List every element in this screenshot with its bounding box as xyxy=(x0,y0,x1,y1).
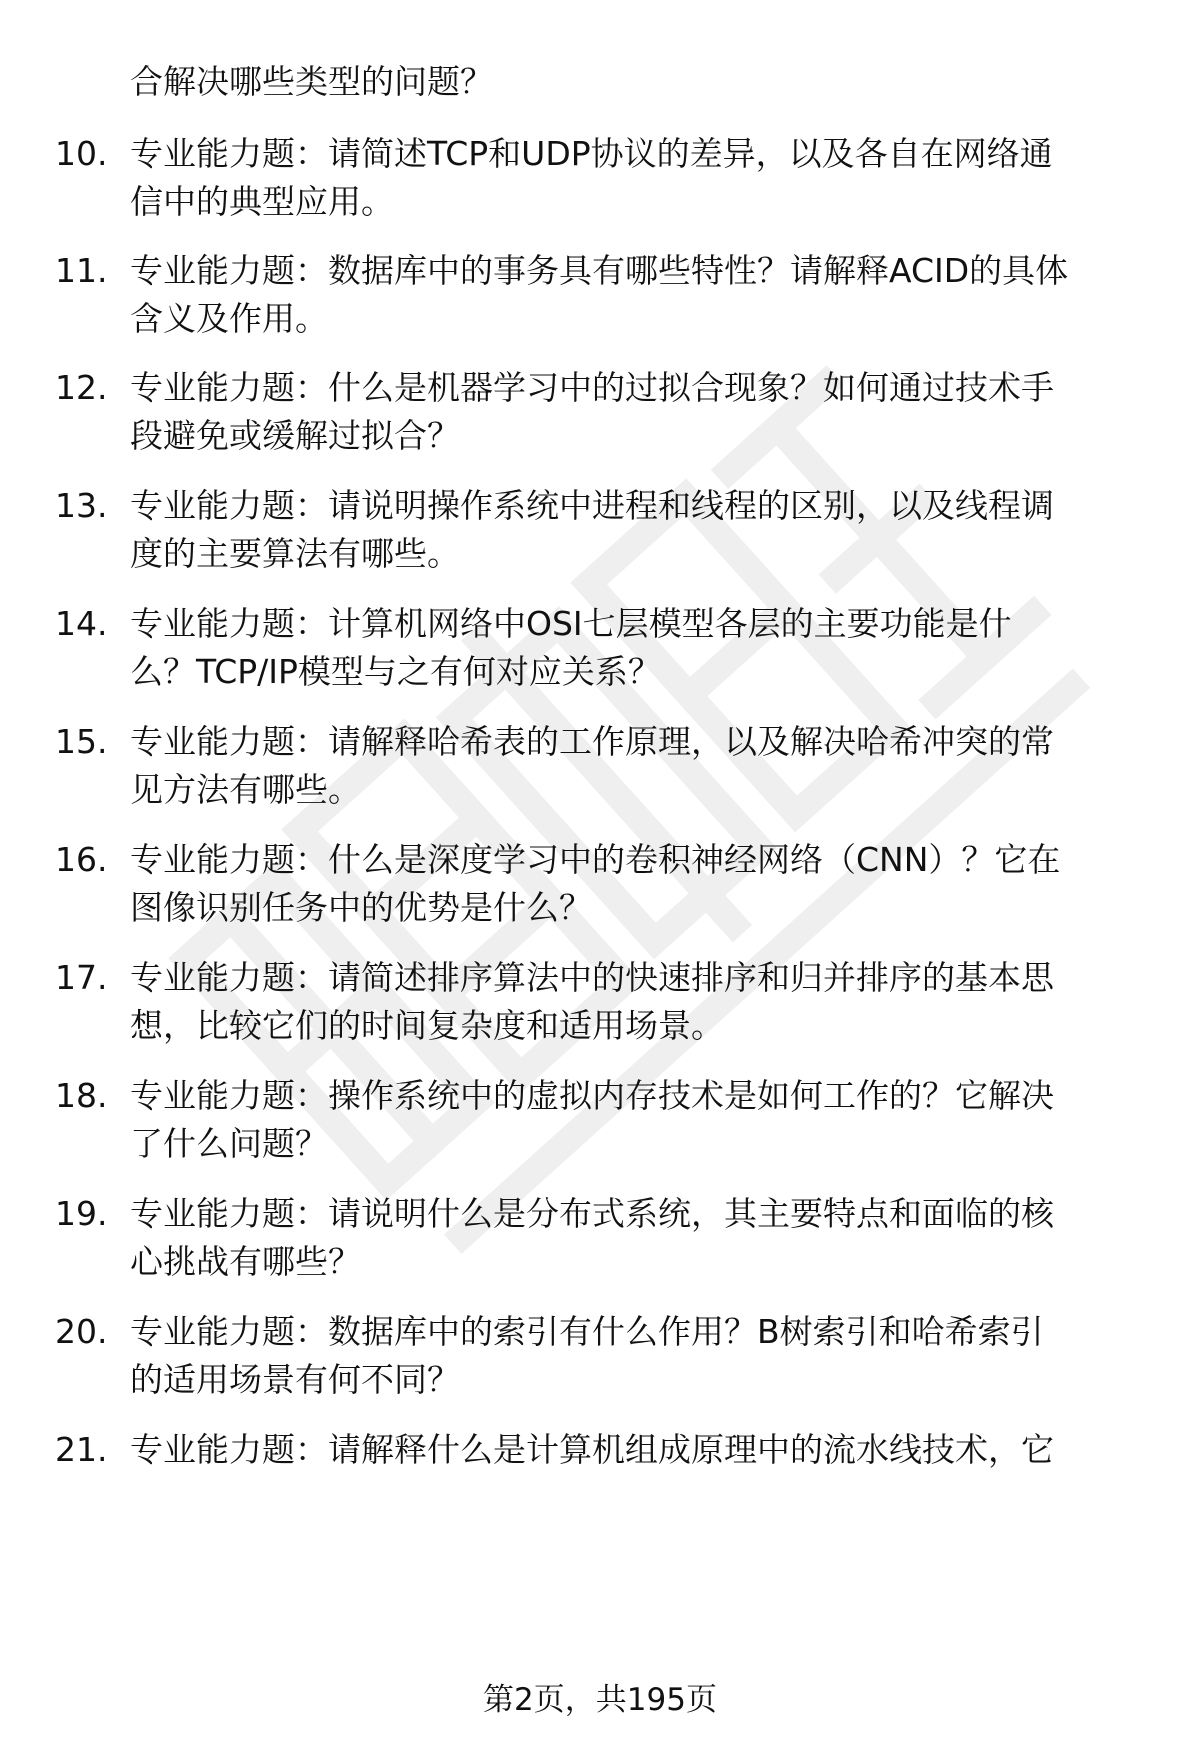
question-number: 21. xyxy=(55,1430,108,1469)
question-item xyxy=(0,130,1200,230)
question-number: 12. xyxy=(55,368,108,407)
question-text-line1: 专业能力题：什么是机器学习中的过拟合现象？如何通过技术手 xyxy=(130,368,1054,407)
question-item xyxy=(0,718,1200,818)
question-text-line2: 见方法有哪些。 xyxy=(130,770,361,809)
question-text-line1: 专业能力题：请简述TCP和UDP协议的差异，以及各自在网络通 xyxy=(130,134,1053,173)
question-text-line1: 专业能力题：请简述排序算法中的快速排序和归并排序的基本思 xyxy=(130,958,1054,997)
question-item xyxy=(0,247,1200,347)
question-number: 11. xyxy=(55,251,108,290)
question-item xyxy=(0,836,1200,936)
question-text-line1: 专业能力题：什么是深度学习中的卷积神经网络（CNN）？它在 xyxy=(130,840,1061,879)
question-number: 18. xyxy=(55,1076,108,1115)
question-number: 19. xyxy=(55,1194,108,1233)
question-item xyxy=(0,482,1200,582)
question-number: 15. xyxy=(55,722,108,761)
continuation-line: 合解决哪些类型的问题？ xyxy=(130,62,493,101)
question-item xyxy=(0,1190,1200,1290)
question-item xyxy=(0,364,1200,464)
question-text-line1: 专业能力题：计算机网络中OSI七层模型各层的主要功能是什 xyxy=(130,604,1012,643)
question-text-line2: 心挑战有哪些？ xyxy=(130,1242,361,1281)
question-number: 16. xyxy=(55,840,108,879)
question-item xyxy=(0,1072,1200,1172)
question-item xyxy=(0,1426,1200,1526)
question-number: 20. xyxy=(55,1312,108,1351)
question-text-line1: 专业能力题：请解释什么是计算机组成原理中的流水线技术，它 xyxy=(130,1430,1054,1469)
question-text-line2: 么？TCP/IP模型与之有何对应关系？ xyxy=(130,652,661,691)
question-text-line1: 专业能力题：操作系统中的虚拟内存技术是如何工作的？它解决 xyxy=(130,1076,1054,1115)
question-text-line1: 专业能力题：数据库中的事务具有哪些特性？请解释ACID的具体 xyxy=(130,251,1069,290)
question-number: 14. xyxy=(55,604,108,643)
question-text-line2: 段避免或缓解过拟合？ xyxy=(130,416,460,455)
question-item xyxy=(0,1308,1200,1408)
question-number: 17. xyxy=(55,958,108,997)
question-text-line2: 信中的典型应用。 xyxy=(130,182,394,221)
question-text-line1: 专业能力题：请解释哈希表的工作原理，以及解决哈希冲突的常 xyxy=(130,722,1054,761)
question-text-line1: 专业能力题：请说明操作系统中进程和线程的区别，以及线程调 xyxy=(130,486,1054,525)
question-text-line1: 专业能力题：请说明什么是分布式系统，其主要特点和面临的核 xyxy=(130,1194,1054,1233)
question-text-line1: 专业能力题：数据库中的索引有什么作用？B树索引和哈希索引 xyxy=(130,1312,1044,1351)
question-number: 10. xyxy=(55,134,108,173)
question-text-line2: 度的主要算法有哪些。 xyxy=(130,534,460,573)
question-item xyxy=(0,600,1200,700)
page-footer: 第2页，共195页 xyxy=(483,1682,717,1718)
question-text-line2: 的适用场景有何不同？ xyxy=(130,1360,460,1399)
question-text-line2: 了什么问题？ xyxy=(130,1124,328,1163)
question-text-line2: 含义及作用。 xyxy=(130,299,328,338)
question-number: 13. xyxy=(55,486,108,525)
question-item xyxy=(0,954,1200,1054)
question-text-line2: 想，比较它们的时间复杂度和适用场景。 xyxy=(130,1006,724,1045)
question-text-line2: 图像识别任务中的优势是什么？ xyxy=(130,888,592,927)
